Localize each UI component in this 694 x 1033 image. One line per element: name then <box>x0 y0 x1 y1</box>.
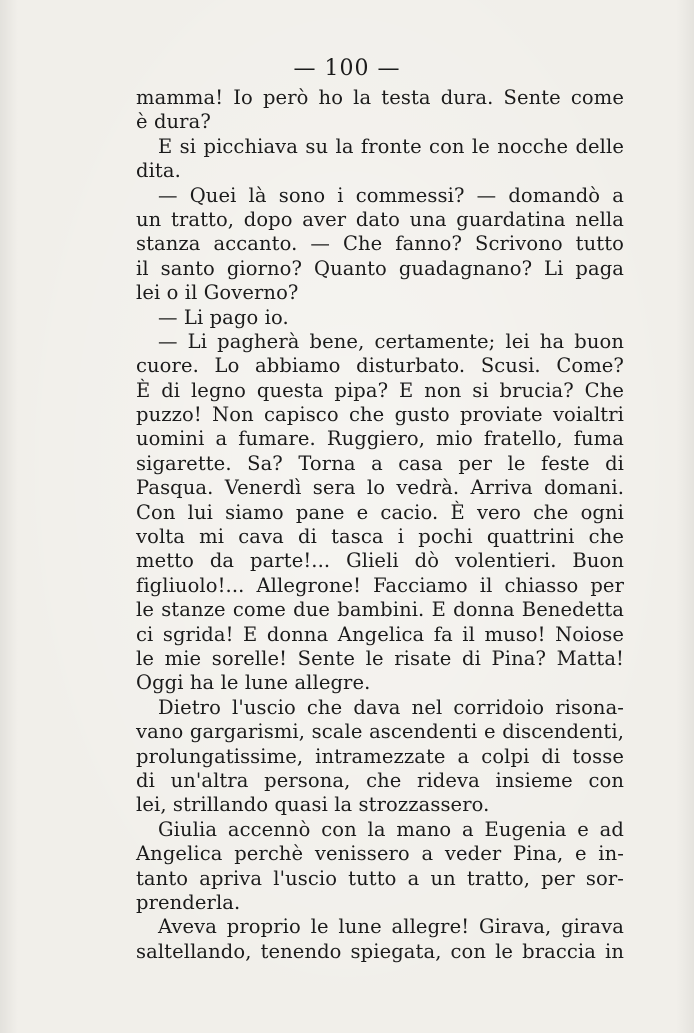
text-line: Pasqua. Venerdì sera lo vedrà. Arriva domani. <box>136 476 624 500</box>
text-line: Aveva proprio le lune allegre! Girava, girava <box>158 915 624 939</box>
text-line: volta mi cava di tasca i pochi quattrini che <box>136 525 624 549</box>
text-line: Con lui siamo pane e cacio. È vero che ogni <box>136 500 624 524</box>
text-line: è dura? <box>136 110 211 134</box>
text-line: mamma! Io però ho la testa dura. Sente come <box>136 86 624 109</box>
text-line: — Quei là sono i commessi? — domandò a <box>158 183 624 207</box>
text-line: un tratto, dopo aver dato una guardatina nella <box>136 207 624 231</box>
text-line: saltellando, tenendo spiegata, con le braccia in <box>136 939 624 963</box>
text-line: ci sgrida! E donna Angelica fa il muso! Noiose <box>136 622 624 646</box>
text-line: sigarette. Sa? Torna a casa per le feste di <box>136 451 624 475</box>
text-line: vano gargarismi, scale ascendenti e discendenti, <box>136 720 624 744</box>
text-line: Giulia accennò con la mano a Eugenia e ad <box>158 817 624 841</box>
text-line: metto da parte!... Glieli dò volentieri. Buon <box>136 549 624 573</box>
text-line: il santo giorno? Quanto guadagnano? Li paga <box>136 256 624 280</box>
text-line: — Li pagherà bene, certamente; lei ha buon <box>158 329 624 353</box>
text-line: dita. <box>136 159 181 183</box>
text-line: — Li pago io. <box>158 305 289 329</box>
text-line: figliuolo!... Allegrone! Facciamo il chiasso per <box>136 573 624 597</box>
page-number: — 100 — <box>293 56 401 81</box>
text-line: È di legno questa pipa? E non si brucia? Che <box>136 378 624 402</box>
text-line: Angelica perchè venissero a veder Pina, e in- <box>136 842 624 866</box>
text-line: stanza accanto. — Che fanno? Scrivono tutto <box>136 232 624 256</box>
body-text <box>136 86 624 964</box>
text-line: Oggi ha le lune allegre. <box>136 671 371 695</box>
text-line: di un'altra persona, che rideva insieme con <box>136 768 624 792</box>
text-line: Dietro l'uscio che dava nel corridoio risona- <box>158 695 624 719</box>
text-line: tanto apriva l'uscio tutto a un tratto, per sor- <box>136 866 624 890</box>
text-line: le mie sorelle! Sente le risate di Pina? Matta! <box>136 646 624 670</box>
text-line: prenderla. <box>136 890 241 914</box>
text-line: prolungatissime, intramezzate a colpi di tosse <box>136 744 624 768</box>
text-line: cuore. Lo abbiamo disturbato. Scusi. Come? <box>136 354 624 378</box>
text-line: uomini a fumare. Ruggiero, mio fratello, fuma <box>136 427 624 451</box>
text-line: le stanze come due bambini. E donna Benedetta <box>136 598 624 622</box>
text-line: puzzo! Non capisco che gusto proviate voialtri <box>136 403 624 427</box>
text-line: lei o il Governo? <box>136 281 299 305</box>
text-line: lei, strillando quasi la strozzassero. <box>136 793 490 817</box>
text-line: E si picchiava su la fronte con le nocche delle <box>158 134 624 158</box>
